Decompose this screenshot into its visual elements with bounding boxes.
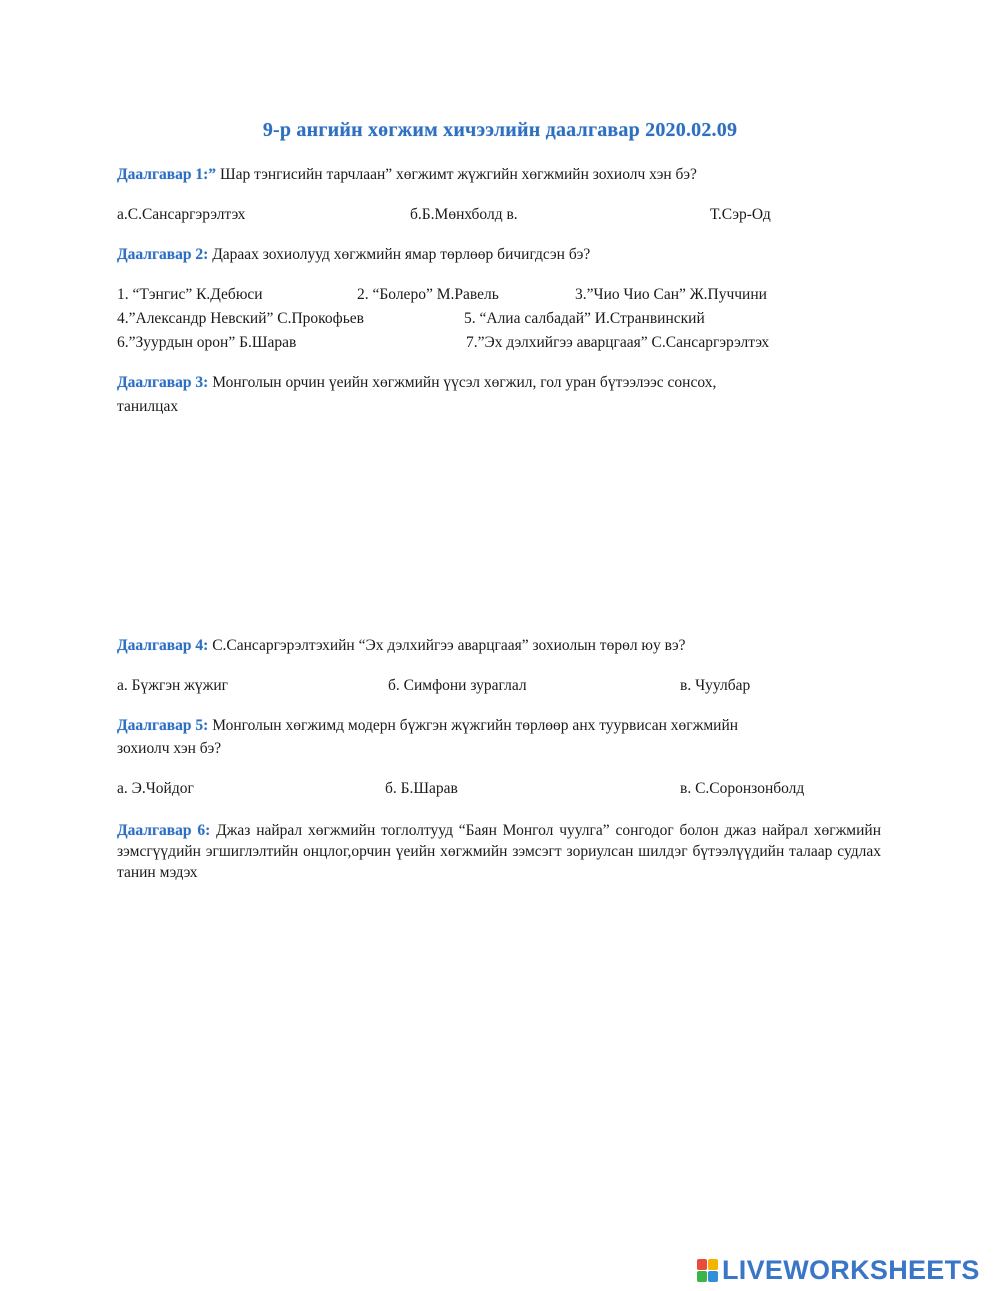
task-3-text: Монголын орчин үеийн хөгжмийн үүсэл хөгжил, гол уран бүтээлээс сонсох, [208, 374, 717, 391]
task-2-item-5: 5. “Алиа салбадай” И.Странвинский [464, 310, 705, 327]
task-1-option-a: а.С.Сансаргэрэлтэх [117, 206, 246, 223]
task-6-text: Джаз найрал хөгжмийн тоглолтууд “Баян Монгол чуулга” сонгодог болон джаз найрал хөгжмийн зэмсгүүдийн эгшиглэлтийн онцлог,орчин үеийн хөгжмийн зэмсэгт зориулсан шилдэг бүтээлүүдийн талаар судлах танин мэдэх [117, 822, 882, 881]
task-1-text: Шар тэнгисийн тарчлаан” хөгжимт жүжгийн хөгжмийн зохиолч хэн бэ? [216, 166, 697, 183]
task-4-text: С.Сансаргэрэлтэхийн “Эх дэлхийгээ аварцгаая” зохиолын төрөл юу вэ? [208, 637, 686, 654]
task-2-item-3: 3.”Чио Чио Сан” Ж.Пуччини [575, 286, 767, 303]
task-5-text: Монголын хөгжимд модерн бүжгэн жүжгийн төрлөөр анх туурвисан хөгжмийн [208, 717, 739, 734]
task-2-label: Даалгавар 2: [117, 246, 209, 263]
logo-squares-icon [697, 1259, 718, 1282]
task-2-item-7: 7.”Эх дэлхийгээ аварцгаая” С.Сансаргэрэлтэх [466, 334, 770, 351]
task-3-line-2: танилцах [117, 398, 179, 415]
task-5-label: Даалгавар 5: [117, 717, 209, 734]
task-5-option-c: в. С.Соронзонболд [680, 780, 805, 797]
task-5-option-b: б. Б.Шарав [385, 780, 458, 797]
task-1-option-b: б.Б.Мөнхболд в. [410, 206, 518, 223]
task-4-question [117, 636, 686, 656]
task-1-question [117, 165, 697, 185]
task-2-text: Дараах зохиолууд хөгжмийн ямар төрлөөр бичигдсэн бэ? [208, 246, 591, 263]
task-6-paragraph [117, 820, 881, 883]
task-4-option-a: а. Бүжгэн жүжиг [117, 677, 228, 694]
task-4-option-b: б. Симфони зураглал [388, 677, 527, 694]
liveworksheets-logo [697, 1255, 980, 1285]
task-2-item-2: 2. “Болеро” М.Равель [357, 286, 499, 303]
task-2-question [117, 245, 590, 265]
task-5-line-1 [117, 716, 738, 736]
task-2-item-1: 1. “Тэнгис” К.Дебюси [117, 286, 263, 303]
task-1-option-c: Т.Сэр-Од [710, 206, 771, 223]
task-5-option-a: а. Э.Чойдог [117, 780, 194, 797]
task-2-item-4: 4.”Александр Невский” С.Прокофьев [117, 310, 364, 327]
page-title: 9-р ангийн хөгжим хичээлийн даалгавар 2020.02.09 [262, 119, 738, 141]
task-4-label: Даалгавар 4: [117, 637, 209, 654]
task-1-label: Даалгавар 1:” [117, 166, 217, 183]
task-6-label: Даалгавар 6: [117, 822, 211, 839]
task-4-option-c: в. Чуулбар [680, 677, 751, 694]
logo-text: LIVEWORKSHEETS [722, 1254, 980, 1285]
task-5-line-2: зохиолч хэн бэ? [117, 740, 222, 757]
task-2-item-6: 6.”Зуурдын орон” Б.Шарав [117, 334, 297, 351]
task-3-line-1 [117, 373, 716, 393]
task-3-label: Даалгавар 3: [117, 374, 209, 391]
